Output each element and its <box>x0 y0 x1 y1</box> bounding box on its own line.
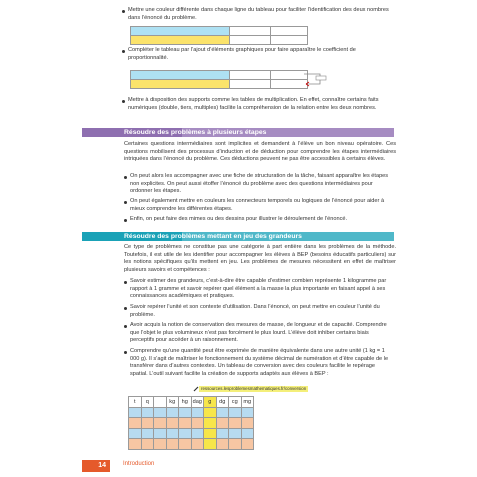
section1-bullet-structuring: On peut alors les accompagner avec une fiche de structuration de la tâche, faisant apparaître les étapes non explicites. On peut aussi étoffer l’énoncé du problème avec des questions intermédiaires pour ordonner les étapes. <box>130 173 394 196</box>
coefficient-arrow-icon <box>300 70 330 90</box>
conversion-link[interactable]: ressources.lesproblemesmathematiques.fr/conversion <box>201 386 307 391</box>
units-header-row <box>129 397 254 408</box>
unit-cell: dg <box>216 397 229 408</box>
units-row <box>129 407 254 418</box>
units-row <box>129 439 254 450</box>
unit-cell <box>154 397 167 408</box>
section2-bullet-conservation: Avoir acquis la notion de conservation des mesures de masse, de longueur et de capacité. Comprendre que l’objet le plus volumineux n’est pas forcément le plus lourd. L’élève doit inhiber certains biais perceptifs pour accéder à un raisonnement. <box>130 322 394 345</box>
bullet-graphic-elements: Compléter le tableau par l’ajout d’éléments graphiques pour faire apparaître le coefficient de proportionnalité. <box>128 47 390 62</box>
unit-cell: q <box>141 397 154 408</box>
units-row <box>129 428 254 439</box>
proportionality-table-2 <box>130 70 308 89</box>
section2-bullet-equivalent: Comprendre qu’une quantité peut être exprimée de manière équivalente dans une autre unité (1 kg = 1 000 g). Il s’agit de maîtriser le fonctionnement du système décimal de numération et d’être capable de le transférer dans d’autres contextes. Un tableau de conversion avec des couleurs facilite le repérage spatial. L’outil suivant facilite la création de supports adaptés aux élèves à BEP : <box>130 348 394 378</box>
unit-cell-highlighted: g <box>204 397 217 408</box>
section2-bullet-estimate: Savoir estimer des grandeurs, c’est-à-dire être capable d’estimer combien représente 1 kilogramme par rapport à 1 gramme et savoir repérer quel élément a la masse la plus importante en faisant appel à ses connaissances académiques et pratiques. <box>130 278 394 301</box>
unit-cell: hg <box>179 397 192 408</box>
footer-section-label: Introduction <box>123 461 155 467</box>
section1-bullet-connectors: On peut également mettre en couleurs les connecteurs temporels ou logiques de l’énoncé pour aider à mieux comprendre les différentes étapes. <box>130 198 394 213</box>
unit-cell: cg <box>229 397 242 408</box>
page-number: 14 <box>82 460 110 472</box>
unit-cell: kg <box>166 397 179 408</box>
section2-bullet-unit: Savoir repérer l’unité et son contexte d’utilisation. Dans l’énoncé, on peut mettre en couleur l’unité du problème. <box>130 304 394 319</box>
bullet-multiplication-tables: Mettre à disposition des supports comme les tables de multiplication. En effet, connaître certains faits numériques (double, tiers, multiples) facilite la compréhension de la relation entre les deux nombres. <box>128 97 390 112</box>
proportionality-table-1 <box>130 26 308 45</box>
section2-paragraph: Ce type de problèmes ne constitue pas une catégorie à part entière dans les problèmes de la méthode. Toutefois, il est utile de les identifier pour accompagner les élèves à BEP (besoins éducatifs particuliers) sur les notions spécifiques qu’ils mettent en jeu. Les problèmes de mesures nécessitent en effet de maîtriser plusieurs savoirs et compétences : <box>124 244 396 273</box>
section1-paragraph: Certaines questions intermédiaires sont implicites et demandent à l’élève un bon niveau opératoire. Ces questions mobilisent des processus d’induction et de déduction pour comprendre les étapes intermédiaires intriquées dans l’énoncé du problème. Ces déductions peuvent ne pas être accessibles à certains élèves. <box>124 141 396 163</box>
section1-bullet-mimes: Enfin, on peut faire des mimes ou des dessins pour illustrer le déroulement de l’énoncé. <box>130 216 394 224</box>
units-conversion-table <box>128 396 254 450</box>
bullet-color-rows: Mettre une couleur différente dans chaque ligne du tableau pour faciliter l’identification des deux nombres dans l’énoncé du problème. <box>128 7 389 21</box>
unit-cell: mg <box>241 397 254 408</box>
section-heading-multi-step: Résoudre des problèmes à plusieurs étapes <box>82 128 394 137</box>
unit-cell: dag <box>191 397 204 408</box>
units-row <box>129 418 254 429</box>
unit-cell: t <box>129 397 142 408</box>
section-heading-quantities: Résoudre des problèmes mettant en jeu des grandeurs <box>82 232 394 241</box>
